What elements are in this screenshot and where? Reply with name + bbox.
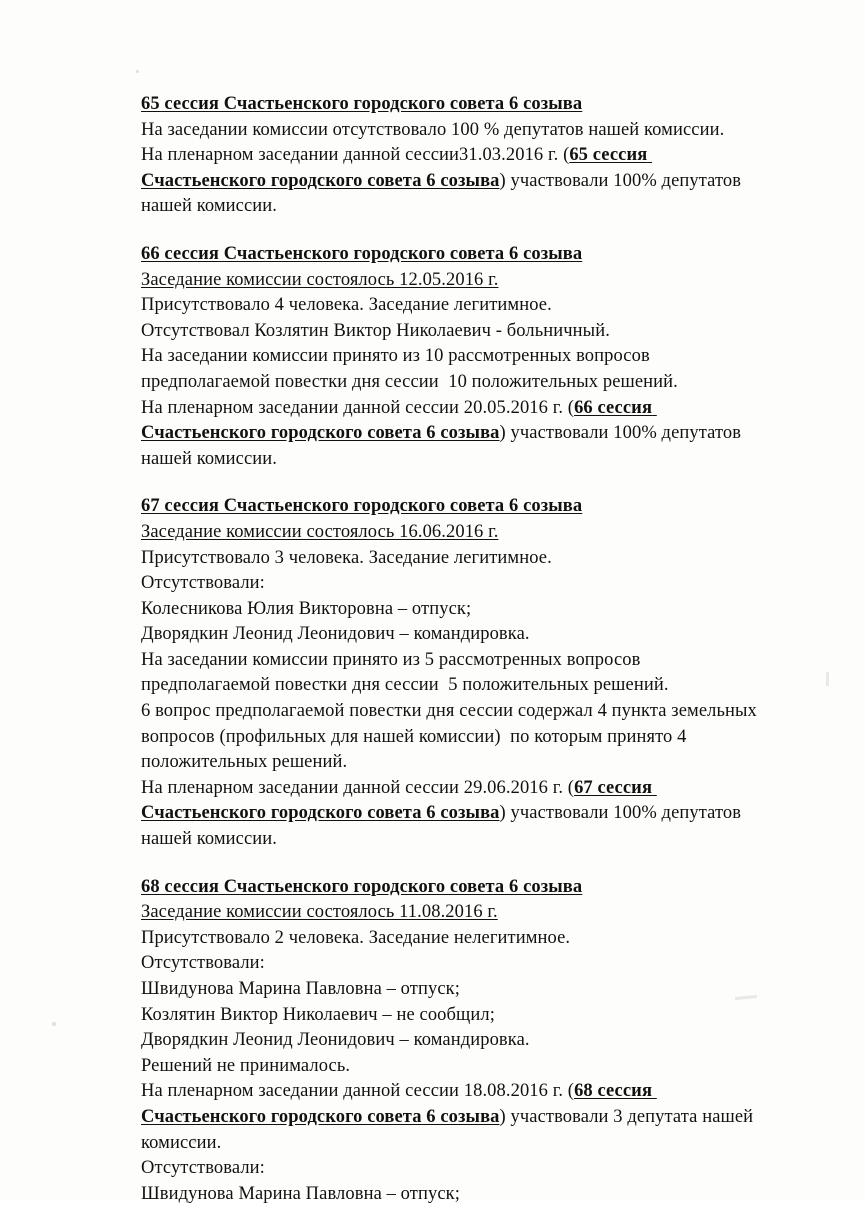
session-line-rich	[141, 1079, 771, 1156]
session-line-date: Заседание комиссии состоялось 16.06.2016 г.	[141, 521, 499, 542]
scan-speck	[136, 70, 139, 73]
session-line: Отсутствовали:	[141, 1158, 265, 1179]
session-line: Присутствовало 3 человека. Заседание легитимное.	[141, 547, 552, 568]
line-segment: ) участвовали 100% депутатов нашей комиссии.	[141, 423, 746, 469]
scan-speck	[52, 1022, 56, 1026]
line-segment: На пленарном заседании данной сессии31.03.2016 г. (	[141, 145, 570, 166]
line-segment: ) участвовали 3 депутата нашей комиссии.	[141, 1106, 758, 1153]
line-segment-emphasis: 66 сессия Счастьенского городского совета 6 созыва	[141, 397, 657, 444]
session-line: Швидунова Марина Павловна – отпуск;	[141, 1183, 460, 1204]
line-segment: На пленарном заседании данной сессии 18.08.2016 г. (	[141, 1081, 575, 1102]
session-line: Присутствовало 2 человека. Заседание нелегитимное.	[141, 927, 571, 948]
session-line: Отсутствовал Козлятин Виктор Николаевич - больничный.	[141, 320, 610, 341]
session-line-rich	[141, 396, 771, 473]
session-heading-67: 67 сессия Счастьенского городского совета 6 созыва	[141, 496, 583, 517]
session-line: Решений не принималось.	[141, 1055, 351, 1076]
session-line-rich	[141, 143, 771, 220]
line-segment-emphasis: 67 сессия Счастьенского городского совета 6 созыва	[141, 777, 657, 824]
session-line: Козлятин Виктор Николаевич – не сообщил;	[141, 1004, 495, 1025]
line-segment: ) участвовали 100% депутатов нашей комиссии.	[141, 170, 746, 217]
line-segment: На пленарном заседании данной сессии 29.06.2016 г. (	[141, 777, 575, 798]
session-heading-65: 65 сессия Счастьенского городского совета 6 созыва	[141, 94, 583, 114]
session-line: На заседании комиссии принято из 10 рассмотренных вопросов предполагаемой повестки дня сессии 10 положительных решений.	[141, 346, 678, 392]
session-line: Дворядкин Леонид Леонидович – командировка.	[141, 1030, 530, 1051]
session-line-date: Заседание комиссии состоялось 12.05.2016 г.	[141, 269, 499, 290]
line-segment: ) участвовали 100% депутатов нашей комиссии.	[141, 803, 746, 850]
session-line-rich	[141, 776, 771, 853]
session-line: 6 вопрос предполагаемой повестки дня сессии содержал 4 пункта земельных вопросов (профильных для нашей комиссии) по которым принято 4 положительных решений.	[141, 701, 762, 773]
session-block-66	[141, 242, 771, 472]
session-line: Дворядкин Леонид Леонидович – командировка.	[141, 624, 530, 645]
scan-smudge	[826, 672, 829, 686]
line-segment-emphasis: 65 сессия Счастьенского городского совета 6 созыва	[141, 145, 653, 191]
session-line: Колесникова Юлия Викторовна – отпуск;	[141, 598, 472, 619]
session-line-date: Заседание комиссии состоялось 11.08.2016 г.	[141, 902, 498, 923]
session-line: На заседании комиссии отсутствовало 100 % депутатов нашей комиссии.	[141, 119, 725, 140]
session-block-65	[141, 92, 771, 220]
session-line: Отсутствовали:	[141, 573, 265, 594]
document-body	[141, 92, 771, 1207]
session-heading-66: 66 сессия Счастьенского городского совета 6 созыва	[141, 243, 583, 264]
session-line: Отсутствовали:	[141, 953, 265, 974]
session-line: На заседании комиссии принято из 5 рассмотренных вопросов предполагаемой повестки дня сессии 5 положительных решений.	[141, 649, 669, 696]
session-block-68	[141, 875, 771, 1207]
session-heading-68: 68 сессия Счастьенского городского совета 6 созыва	[141, 876, 583, 897]
line-segment-emphasis: 68 сессия Счастьенского городского совета 6 созыва	[141, 1081, 657, 1127]
session-line: Присутствовало 4 человека. Заседание легитимное.	[141, 295, 552, 316]
line-segment: На пленарном заседании данной сессии 20.05.2016 г. (	[141, 397, 575, 418]
session-line: Швидунова Марина Павловна – отпуск;	[141, 979, 460, 999]
session-block-67	[141, 494, 771, 852]
